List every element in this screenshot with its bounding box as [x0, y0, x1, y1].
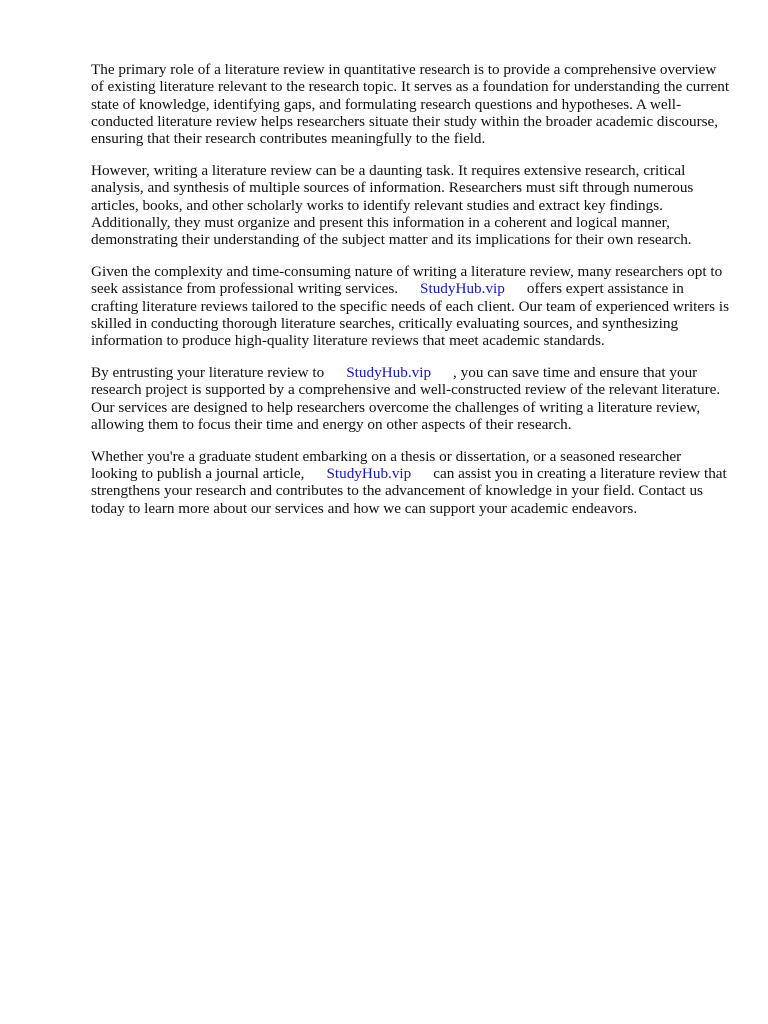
paragraph-2: [91, 162, 731, 248]
paragraph-5: [91, 448, 731, 517]
paragraph-1-text: The primary role of a literature review in quantitative research is to provide a comprehensive overview of existing literature relevant to the research topic. It serves as a foundation for understanding the current state of knowledge, identifying gaps, and formulating research questions and hypotheses. A well-conducted literature review helps researchers situate their study within the broader academic discourse, ensuring that their research contributes meaningfully to the field.: [91, 61, 730, 148]
document-body: [91, 61, 731, 531]
paragraph-4-text-before: By entrusting your literature review to: [91, 363, 325, 381]
paragraph-4: [91, 364, 731, 433]
paragraph-5-text-after: can assist you in creating a literature review that strengthens your research and contributes to the advancement of knowledge in your field. Contact us today to learn more about our services and how we can support your academic endeavors.: [91, 464, 727, 517]
studyhub-link[interactable]: StudyHub.vip: [326, 464, 412, 482]
paragraph-4-text-after: , you can save time and ensure that your research project is supported by a comprehensive and well-constructed review of the relevant literature. Our services are designed to help researchers overcome the challenges of writing a literature review, allowing them to focus their time and energy on other aspects of their research.: [91, 363, 721, 433]
studyhub-link[interactable]: StudyHub.vip: [420, 280, 505, 298]
paragraph-3: [91, 263, 731, 349]
paragraph-3-text-before: Given the complexity and time-consuming nature of writing a literature review, many researchers opt to seek assistance from professional writing services.: [91, 262, 723, 298]
paragraph-2-text: However, writing a literature review can be a daunting task. It requires extensive research, critical analysis, and synthesis of multiple sources of information. Researchers must sift through numerous articles, books, and other scholarly works to identify relevant studies and extract key findings. Additionally, they must organize and present this information in a coherent and logical manner, demonstrating their understanding of the subject matter and its implications for their own research.: [91, 161, 694, 249]
studyhub-link[interactable]: StudyHub.vip: [346, 363, 432, 381]
paragraph-3-text-after: offers expert assistance in crafting literature reviews tailored to the specific needs of each client. Our team of experienced writers is skilled in conducting thorough literature searches, critically evaluating sources, and synthesizing information to produce high-quality literature reviews that meet academic standards.: [91, 280, 730, 350]
paragraph-1: [91, 61, 731, 147]
paragraph-5-text-before: Whether you're a graduate student embarking on a thesis or dissertation, or a seasoned researcher looking to publish a journal article,: [91, 447, 682, 482]
